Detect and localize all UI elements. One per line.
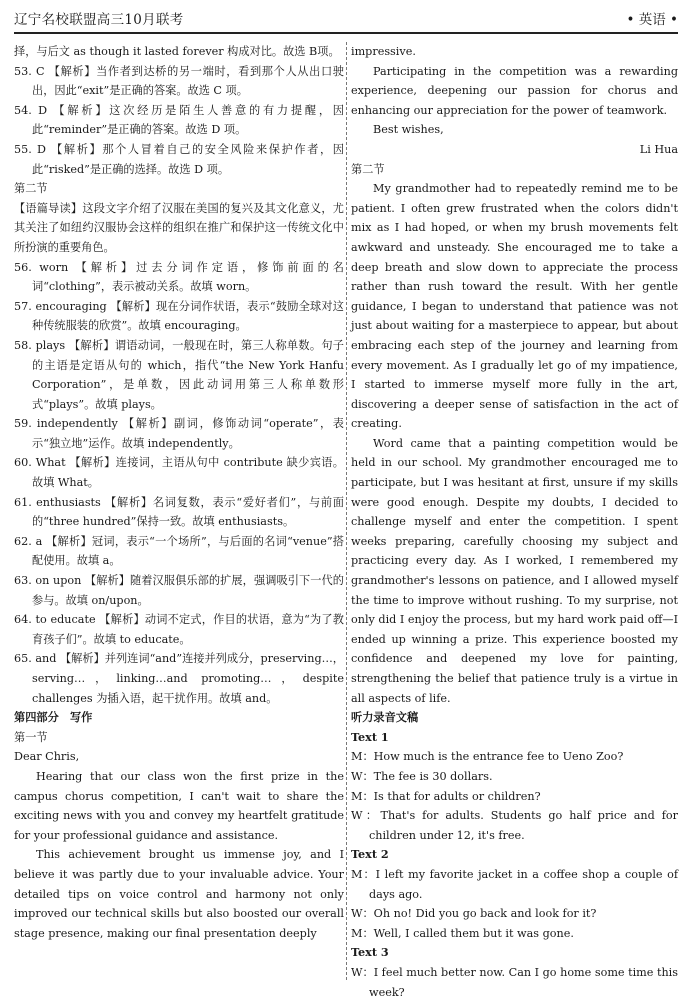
right-paragraph: W：That's for adults. Students go half price and for children under 12, it's free.	[351, 809, 678, 842]
subject-label: • 英语 •	[626, 12, 678, 28]
right-paragraph: M：Is that for adults or children?	[351, 789, 541, 803]
left-paragraph: 61. enthusiasts 【解析】名词复数，表示“爱好者们”，与前面的“three hundred”保持一致。故填 enthusiasts。	[14, 495, 344, 529]
right-paragraph: W：Oh no! Did you go back and look for it?	[351, 907, 597, 921]
left-paragraph: 第四部分 写作	[14, 710, 93, 725]
left-paragraph: 58. plays 【解析】谓语动词，一般现在时，第三人称单数。句子的主语是定语从句的 which，指代“the New York Hanfu Corporation”，是单数，因此动词用第三人称单数形式“plays”。故填 plays。	[14, 338, 344, 411]
exam-title: 辽宁名校联盟高三10月联考	[14, 12, 184, 28]
left-paragraph: 60. What 【解析】连接词，主语从句中 contribute 缺少宾语。故填 What。	[14, 456, 344, 490]
left-paragraph: 55. D 【解析】那个人冒着自己的安全风险来保护作者，因此“risked”是正确的选择。故选 D 项。	[14, 142, 344, 176]
right-paragraph: Text 3	[351, 945, 389, 960]
right-paragraph: W：I feel much better now. Can I go home some time this week?	[351, 965, 678, 999]
left-paragraph: 63. on upon 【解析】随着汉服俱乐部的扩展，强调吸引下一代的参与。故填 on/upon。	[14, 574, 344, 607]
page-header	[14, 0, 678, 34]
left-paragraph: 【语篇导读】这段文字介绍了汉服在美国的复兴及其文化意义，尤其关注了如纽约汉服协会这样的组织在推广和保护这一传统文化中所扮演的重要角色。	[14, 201, 344, 254]
left-column	[14, 42, 344, 980]
left-paragraph: 64. to educate 【解析】动词不定式，作目的状语，意为“为了教育孩子们”。故填 to educate。	[14, 613, 344, 646]
left-paragraph: 56. worn 【解析】过去分词作定语，修饰前面的名词“clothing”，表示被动关系。故填 worn。	[14, 260, 344, 294]
left-paragraph: 择，与后文 as though it lasted forever 构成对比。故选 B项。	[14, 45, 340, 58]
left-paragraph: Hearing that our class won the first prize in the campus chorus competition, I can't wait to share the exciting news with you and convey my heartfelt gratitude for your professional guidance and assistance.	[14, 769, 344, 842]
left-paragraph: 62. a 【解析】冠词，表示“一个场所”，与后面的名词“venue”搭配使用。故填 a。	[14, 534, 344, 568]
right-paragraph: Text 1	[351, 729, 389, 744]
right-paragraph: Text 2	[351, 847, 389, 862]
left-paragraph: 53. C 【解析】当作者到达桥的另一端时，看到那个人从出口驶出，因此“exit”是正确的答案。故选 C 项。	[14, 64, 344, 98]
left-paragraph: 65. and 【解析】并列连词“and”连接并列成分，preserving…，serving…，linking…and promoting…，despite challenges 为插入语，起干扰作用。故填 and。	[14, 652, 344, 705]
right-paragraph: Word came that a painting competition would be held in our school. My grandmother encouraged me to participate, but I was hesitant at first, unsure if my skills were good enough. Despite my doubts, I decided to challenge myself and enter the competition. I spent weeks preparing, carefully choosing my subject and practicing every day. As I worked, I remembered my grandmother's lessons on patience, and I allowed myself the time to improve without rushing. To my surprise, not only did I enjoy the process, but my hard work paid off—I ended up winning a prize. This experience boosted my confidence and deepened my love for painting, strengthening the belief that patience truly is a virtue in all aspects of life.	[351, 436, 678, 705]
right-paragraph: impressive.	[351, 45, 416, 58]
left-paragraph: 59. independently 【解析】副词，修饰动词“operate”，表示“独立地”运作。故填 independently。	[14, 417, 344, 450]
left-paragraph: 57. encouraging 【解析】现在分词作状语，表示“鼓励全球对这种传统服装的欣赏”。故填 encouraging。	[14, 299, 344, 333]
right-paragraph: W：The fee is 30 dollars.	[351, 769, 493, 783]
right-paragraph: M：I left my favorite jacket in a coffee shop a couple of days ago.	[351, 867, 678, 901]
right-paragraph: 第二节	[351, 162, 385, 176]
right-paragraph: My grandmother had to repeatedly remind me to be patient. I often grew frustrated when the colors didn't mix as I had hoped, or when my brush movements felt awkward and unsteady. She encouraged me to take a deep breath and slow down to appreciate the process rather than rush toward the result. With her gentle guidance, I began to understand that patience was not just about waiting for a masterpiece to appear, but about embracing each step of the journey and learning from every movement. As I gradually let go of my impatience, I started to immerse myself more fully in the art, discovering a deeper sense of satisfaction in the act of creating.	[351, 182, 678, 431]
left-paragraph: 第一节	[14, 730, 48, 744]
left-paragraph: This achievement brought us immense joy, and I believe it was partly due to your invaluable advice. Your detailed tips on voice control and harmony not only improved our technical skills but also boosted our overall stage presence, making our final presentation deeply	[14, 848, 344, 940]
right-paragraph: Best wishes,	[373, 123, 444, 137]
left-paragraph: 第二节	[14, 182, 48, 196]
right-paragraph: M：Well, I called them but it was gone.	[351, 926, 574, 940]
right-column	[351, 42, 678, 999]
right-paragraph: 听力录音文稿	[351, 710, 419, 725]
left-paragraph: 54. D 【解析】这次经历是陌生人善意的有力提醒，因此“reminder”是正确的答案。故选 D 项。	[14, 103, 344, 137]
left-paragraph: Dear Chris,	[14, 750, 80, 764]
right-paragraph: Li Hua	[639, 142, 678, 156]
right-paragraph: M：How much is the entrance fee to Ueno Zoo?	[351, 750, 624, 764]
column-divider	[346, 42, 347, 980]
right-paragraph: Participating in the competition was a rewarding experience, deepening our passion for chorus and enhancing our appreciation for the power of teamwork.	[351, 64, 678, 117]
